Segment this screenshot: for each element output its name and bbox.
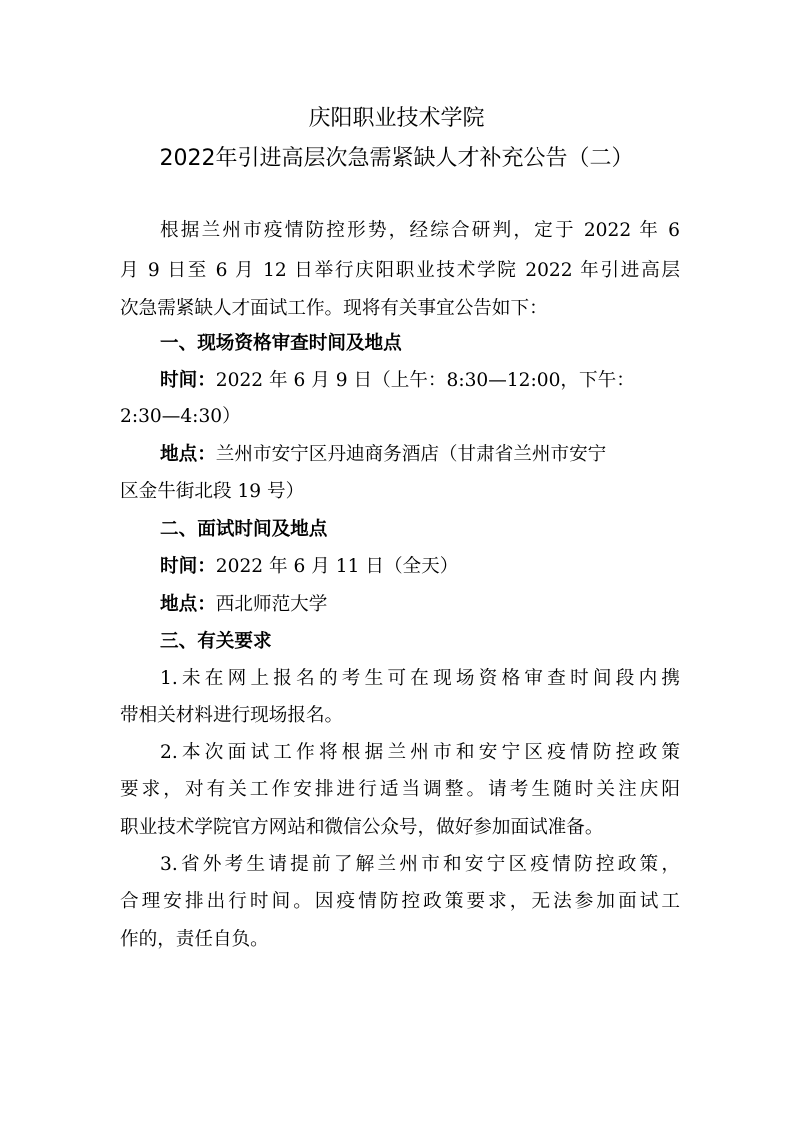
- section3-item3-line2: 合理安排出行时间。因疫情防控政策要求，无法参加面试工: [120, 891, 680, 912]
- section1-time-value-line1: 2022 年 6 月 9 日（上午：8:30—12:00，下午：: [215, 370, 635, 391]
- section2-time-value: 2022 年 6 月 11 日（全天）: [215, 556, 459, 577]
- section2-place-value: 西北师范大学: [215, 594, 328, 615]
- section3-item1-line2: 带相关材料进行现场报名。: [120, 705, 344, 726]
- section1-time: [160, 366, 680, 396]
- document-title-line2: 2022年引进高层次急需紧缺人才补充公告（二）: [159, 146, 634, 171]
- section1-place-label: 地点：: [160, 444, 216, 465]
- section2-place: [160, 590, 680, 620]
- section3-item2-line2: 要求，对有关工作安排进行适当调整。请考生随时关注庆阳: [120, 779, 680, 800]
- section2-heading: 二、面试时间及地点: [160, 519, 328, 540]
- section2-place-label: 地点：: [160, 594, 216, 615]
- section2-time: [160, 552, 680, 582]
- section2-time-label: 时间：: [160, 556, 216, 577]
- section1-place-value-line2: 区金牛街北段 19 号）: [120, 481, 305, 502]
- section1-place: [160, 440, 680, 470]
- intro-line3: 次急需紧缺人才面试工作。现将有关事宜公告如下：: [120, 298, 548, 319]
- section1-heading: 一、现场资格审查时间及地点: [160, 333, 402, 354]
- document-title-line1: 庆阳职业技术学院: [308, 106, 485, 131]
- section3-item2-line1: 2.本次面试工作将根据兰州市和安宁区疫情防控政策: [160, 742, 680, 763]
- section1-place-value-line1: 兰州市安宁区丹迪商务酒店（甘肃省兰州市安宁: [215, 444, 607, 465]
- section1-time-label: 时间：: [160, 370, 216, 391]
- section1-time-value-line2: 2:30—4:30）: [120, 406, 241, 427]
- section3-heading: 三、有关要求: [160, 631, 272, 652]
- intro-line2: 月 9 日至 6 月 12 日举行庆阳职业技术学院 2022 年引进高层: [120, 260, 680, 281]
- section3-item3-line1: 3.省外考生请提前了解兰州市和安宁区疫情防控政策，: [160, 854, 680, 875]
- section3-item1-line1: 1.未在网上报名的考生可在现场资格审查时间段内携: [160, 668, 680, 689]
- section3-item2-line3: 职业技术学院官方网站和微信公众号，做好参加面试准备。: [120, 817, 604, 838]
- section3-item3-line3: 作的，责任自负。: [120, 929, 269, 950]
- intro-line1: 根据兰州市疫情防控形势，经综合研判，定于 2022 年 6: [160, 220, 680, 241]
